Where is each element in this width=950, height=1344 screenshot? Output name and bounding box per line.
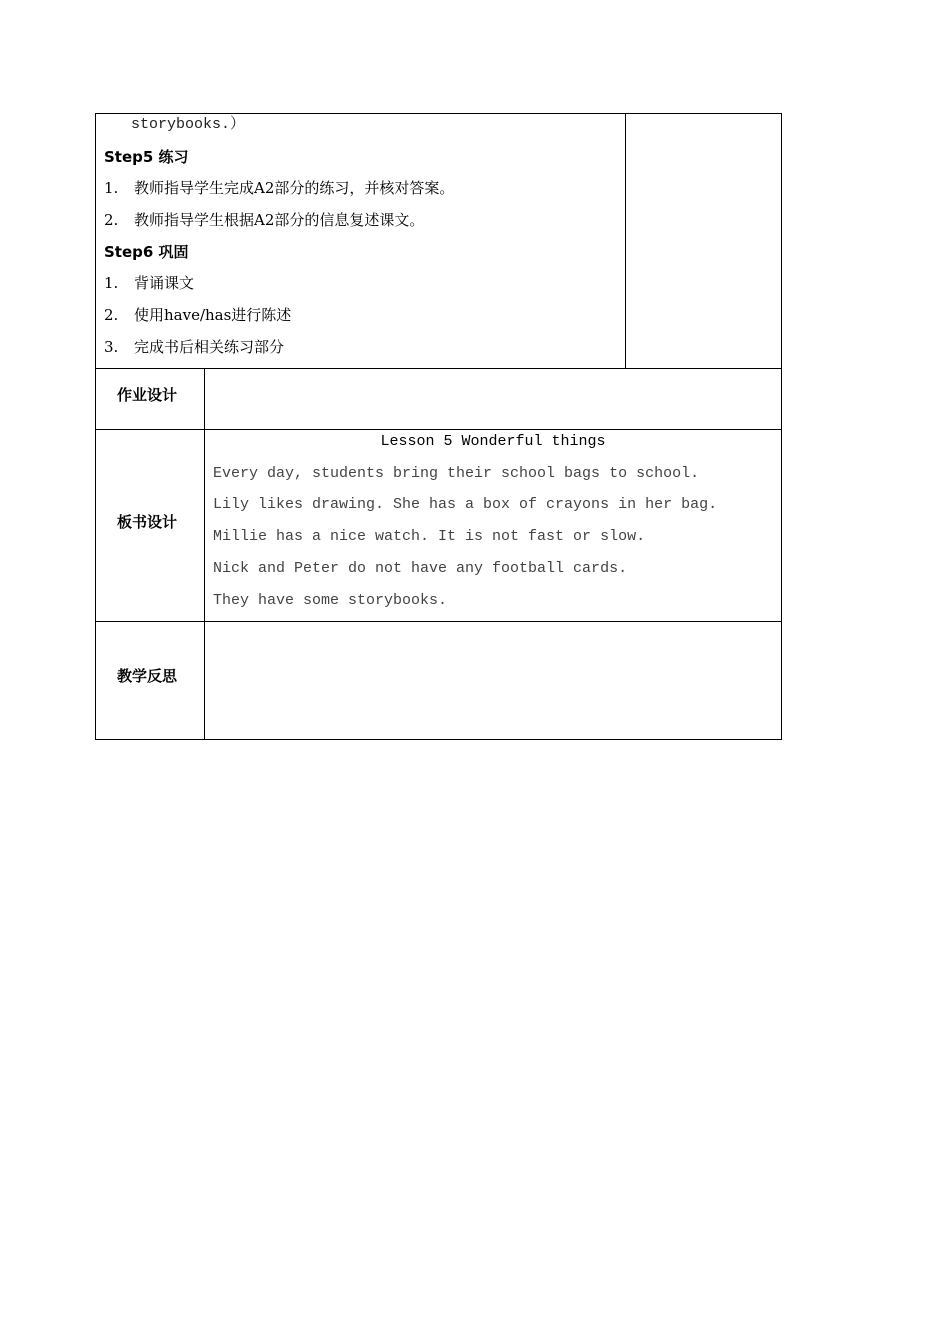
board-line-2: Lily likes drawing. She has a box of crayons in her bag. <box>213 496 718 513</box>
board-line-1: Every day, students bring their school bags to school. <box>213 465 700 482</box>
step6-item-3-num: 3. <box>104 338 119 356</box>
table-border-label-col <box>204 368 205 740</box>
board-line-4: Nick and Peter do not have any football cards. <box>213 560 628 577</box>
reflection-label: 教学反思 <box>117 667 178 685</box>
board-design-label: 板书设计 <box>117 513 178 531</box>
step5-item-1-text: 教师指导学生完成A2部分的练习，并核对答案。 <box>134 179 455 197</box>
table-border-right <box>781 113 782 740</box>
table-border-left <box>95 113 96 740</box>
step5-heading: Step5 练习 <box>104 148 189 166</box>
board-title: Lesson 5 Wonderful things <box>380 433 606 450</box>
board-line-3: Millie has a nice watch. It is not fast or slow. <box>213 528 646 545</box>
step5-item-2-num: 2. <box>104 211 119 229</box>
board-line-5: They have some storybooks. <box>213 592 448 609</box>
table-border-row1 <box>95 368 782 369</box>
table-border-inner-col <box>625 113 626 368</box>
step6-item-3-text: 完成书后相关练习部分 <box>134 338 285 356</box>
step6-item-1-text: 背诵课文 <box>134 274 195 292</box>
step6-item-1-num: 1. <box>104 274 119 292</box>
continuation-text: storybooks.） <box>131 116 246 133</box>
table-border-row3 <box>95 621 782 622</box>
step6-heading: Step6 巩固 <box>104 243 189 261</box>
table-border-row2 <box>95 429 782 430</box>
step6-item-2-text: 使用have/has进行陈述 <box>134 306 292 324</box>
table-border-top <box>95 113 782 114</box>
step6-item-2-num: 2. <box>104 306 119 324</box>
step5-item-2-text: 教师指导学生根据A2部分的信息复述课文。 <box>134 211 425 229</box>
step5-item-1-num: 1. <box>104 179 119 197</box>
table-border-bottom <box>95 739 782 740</box>
homework-label: 作业设计 <box>117 386 178 404</box>
